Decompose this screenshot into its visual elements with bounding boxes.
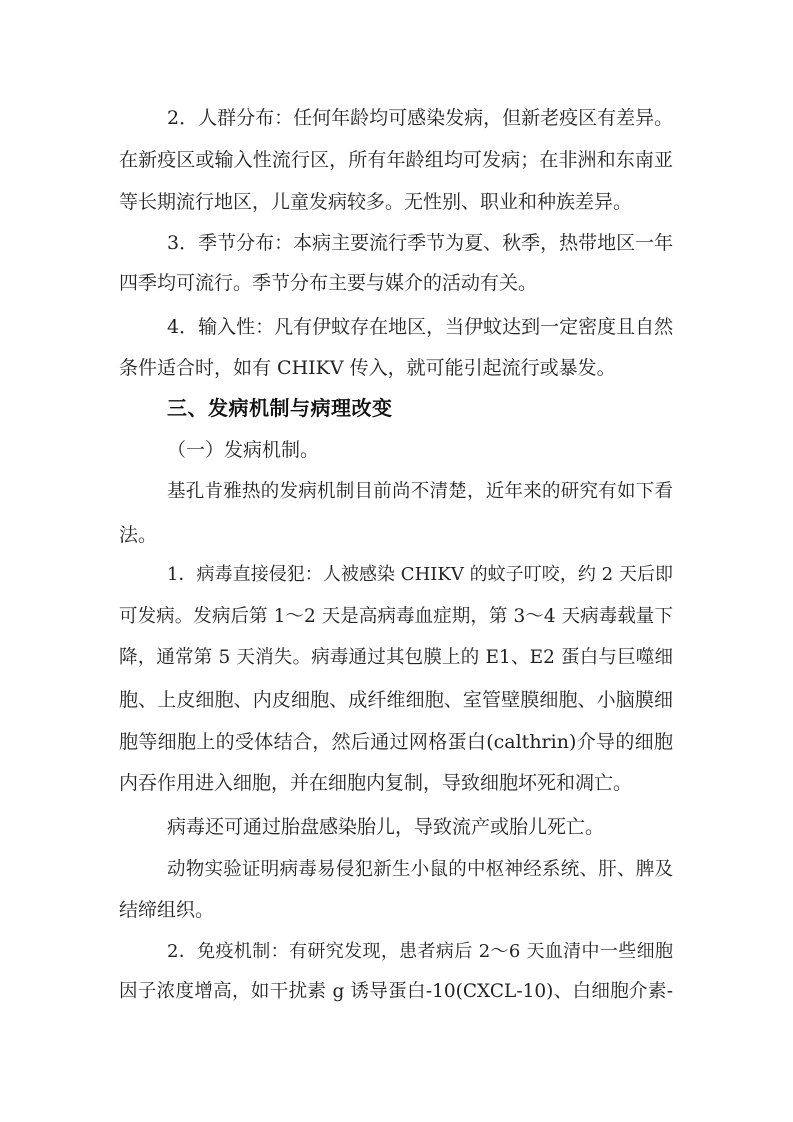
text-line: 等长期流行地区，儿童发病较多。无性别、职业和种族差异。	[119, 191, 633, 213]
text-line: 3．季节分布：本病主要流行季节为夏、秋季，热带地区一年	[167, 232, 674, 254]
text-line: 胞、上皮细胞、内皮细胞、成纤维细胞、室管壁膜细胞、小脑膜细	[119, 689, 673, 711]
text-line: 四季均可流行。季节分布主要与媒介的活动有关。	[119, 272, 538, 294]
section-heading: 三、发病机制与病理改变	[167, 396, 393, 420]
text-line: 因子浓度增高，如干扰素 g 诱导蛋白-10(CXCL-10)、白细胞介素-	[119, 981, 673, 1002]
text-line: 内吞作用进入细胞，并在细胞内复制，导致细胞坏死和凋亡。	[119, 772, 633, 794]
text-line: （一）发病机制。	[167, 439, 320, 461]
text-line: 2．人群分布：任何年龄均可感染发病，但新老疫区有差异。	[167, 107, 674, 129]
text-line: 条件适合时，如有 CHIKV 传入，就可能引起流行或暴发。	[119, 357, 616, 379]
text-line: 病毒还可通过胎盘感染胎儿，导致流产或胎儿死亡。	[167, 816, 605, 838]
text-line: 胞等细胞上的受体结合，然后通过网格蛋白(calthrin)介导的细胞	[119, 731, 673, 753]
text-line: 可发病。发病后第 1～2 天是高病毒血症期，第 3～4 天病毒载量下	[119, 606, 673, 627]
text-line: 法。	[119, 524, 158, 546]
text-line: 基孔肯雅热的发病机制目前尚不清楚，近年来的研究有如下看	[167, 481, 673, 502]
text-line: 动物实验证明病毒易侵犯新生小鼠的中枢神经系统、肝、脾及	[167, 859, 673, 880]
text-line: 2．免疫机制：有研究发现，患者病后 2～6 天血清中一些细胞	[167, 941, 673, 962]
text-line: 1．病毒直接侵犯：人被感染 CHIKV 的蚊子叮咬，约 2 天后即	[167, 564, 673, 585]
text-line: 结缔组织。	[119, 899, 215, 921]
text-line: 4．输入性：凡有伊蚊存在地区，当伊蚊达到一定密度且自然	[167, 316, 674, 338]
text-line: 降，通常第 5 天消失。病毒通过其包膜上的 E1、E2 蛋白与巨噬细	[119, 647, 673, 668]
text-line: 在新疫区或输入性流行区，所有年龄组均可发病；在非洲和东南亚	[119, 149, 673, 171]
